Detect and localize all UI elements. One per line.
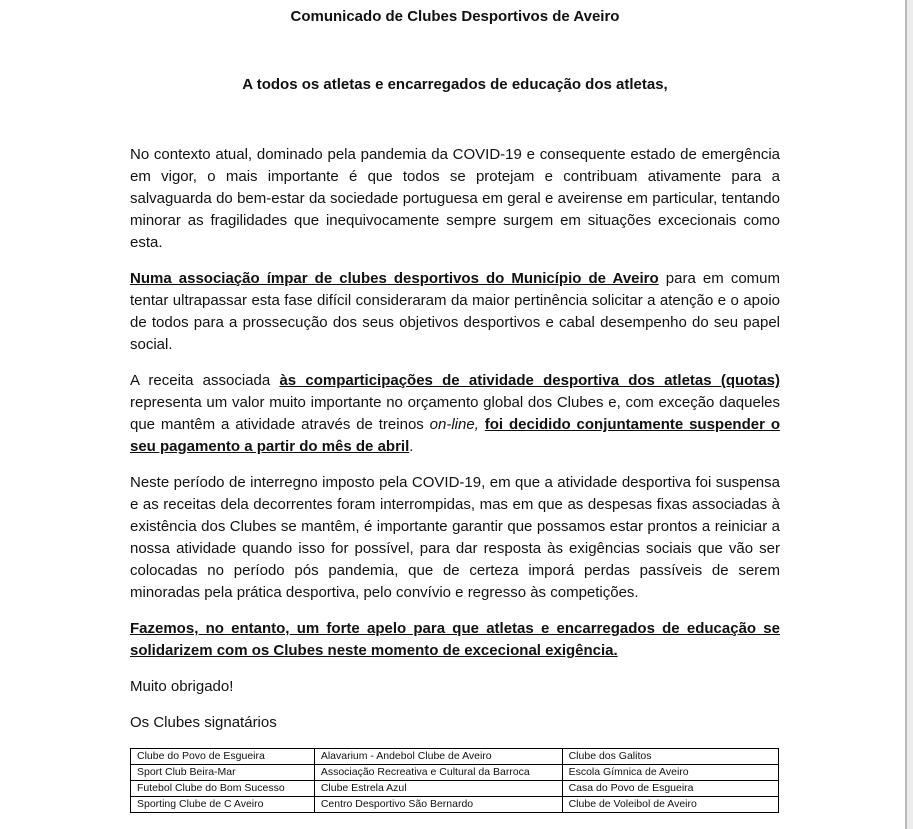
table-cell: Clube do Povo de Esgueira xyxy=(131,749,315,765)
table-row xyxy=(131,749,779,765)
paragraph-association xyxy=(130,268,780,356)
page-edge-shadow xyxy=(907,0,913,829)
table-row xyxy=(131,797,779,813)
paragraph-appeal: Fazemos, no entanto, um forte apelo para que atletas e encarregados de educação se solidarizem com os Clubes neste momento de excecional exigência. xyxy=(130,620,780,659)
table-cell: Sporting Clube de C Aveiro xyxy=(131,797,315,813)
paragraph-context: No contexto atual, dominado pela pandemia da COVID-19 e consequente estado de emergência em vigor, o mais importante é que todos se protejam e contribuam ativamente para a salvaguarda do bem-estar da sociedade portuguesa em geral e aveirense em particular, tentando minorar as fragilidades que inequivocamente sempre surgem em situações excecionais como esta. xyxy=(130,146,780,251)
closing-thanks: Muito obrigado! xyxy=(130,678,234,695)
fees-text-middle: representa um valor muito importante no orçamento global dos Clubes e, com exceção daqueles que mantêm a atividade através de treinos xyxy=(130,394,780,433)
fees-text-start: A receita associada xyxy=(130,372,280,389)
fees-emphasis-suspension: foi decidido conjuntamente suspender o seu pagamento a partir do mês de abril xyxy=(130,416,780,455)
document-title: Comunicado de Clubes Desportivos de Aveiro xyxy=(290,8,620,25)
table-cell: Clube dos Galitos xyxy=(562,749,778,765)
table-cell: Casa do Povo de Esgueira xyxy=(562,781,778,797)
table-row xyxy=(131,765,779,781)
fees-text-end: . xyxy=(409,438,414,455)
table-cell: Futebol Clube do Bom Sucesso xyxy=(131,781,315,797)
paragraph-interregnum: Neste período de interregno imposto pela COVID-19, em que a atividade desportiva foi suspensa e as receitas dela decorrentes foram interrompidas, mas em que as despesas fixas associadas à existência dos Clubes se mantêm, é importante garantir que possamos estar prontos a reiniciar a nossa atividade quando isso for possível, para dar resposta às exigências sociais que vão ser colocadas no período pós pandemia, que de certeza imporá perdas passíveis de serem minoradas pela prática desportiva, pelo convívio e regresso às competições. xyxy=(130,474,780,601)
closing-signatories: Os Clubes signatários xyxy=(130,714,277,731)
salutation: A todos os atletas e encarregados de educação dos atletas, xyxy=(242,76,668,93)
table-cell: Clube de Voleibol de Aveiro xyxy=(562,797,778,813)
association-text: para em comum tentar ultrapassar esta fase difícil consideraram da maior pertinência solicitar a atenção e o apoio de todos para a prossecução dos seus objetivos desportivos e cabal desempenho do seu papel social. xyxy=(130,270,780,353)
association-emphasis: Numa associação ímpar de clubes desportivos do Município de Aveiro xyxy=(130,270,659,287)
document-body xyxy=(130,144,780,748)
fees-online-term: on-line, xyxy=(429,416,479,433)
table-cell: Escola Gímnica de Aveiro xyxy=(562,765,778,781)
fees-emphasis-quotas: às comparticipações de atividade desportiva dos atletas (quotas) xyxy=(279,372,780,389)
table-cell: Associação Recreativa e Cultural da Barroca xyxy=(314,765,562,781)
clubs-table xyxy=(130,748,779,813)
table-cell: Clube Estrela Azul xyxy=(314,781,562,797)
table-row xyxy=(131,781,779,797)
paragraph-fees xyxy=(130,370,780,458)
table-cell: Centro Desportivo São Bernardo xyxy=(314,797,562,813)
table-cell: Alavarium - Andebol Clube de Aveiro xyxy=(314,749,562,765)
table-cell: Sport Club Beira-Mar xyxy=(131,765,315,781)
